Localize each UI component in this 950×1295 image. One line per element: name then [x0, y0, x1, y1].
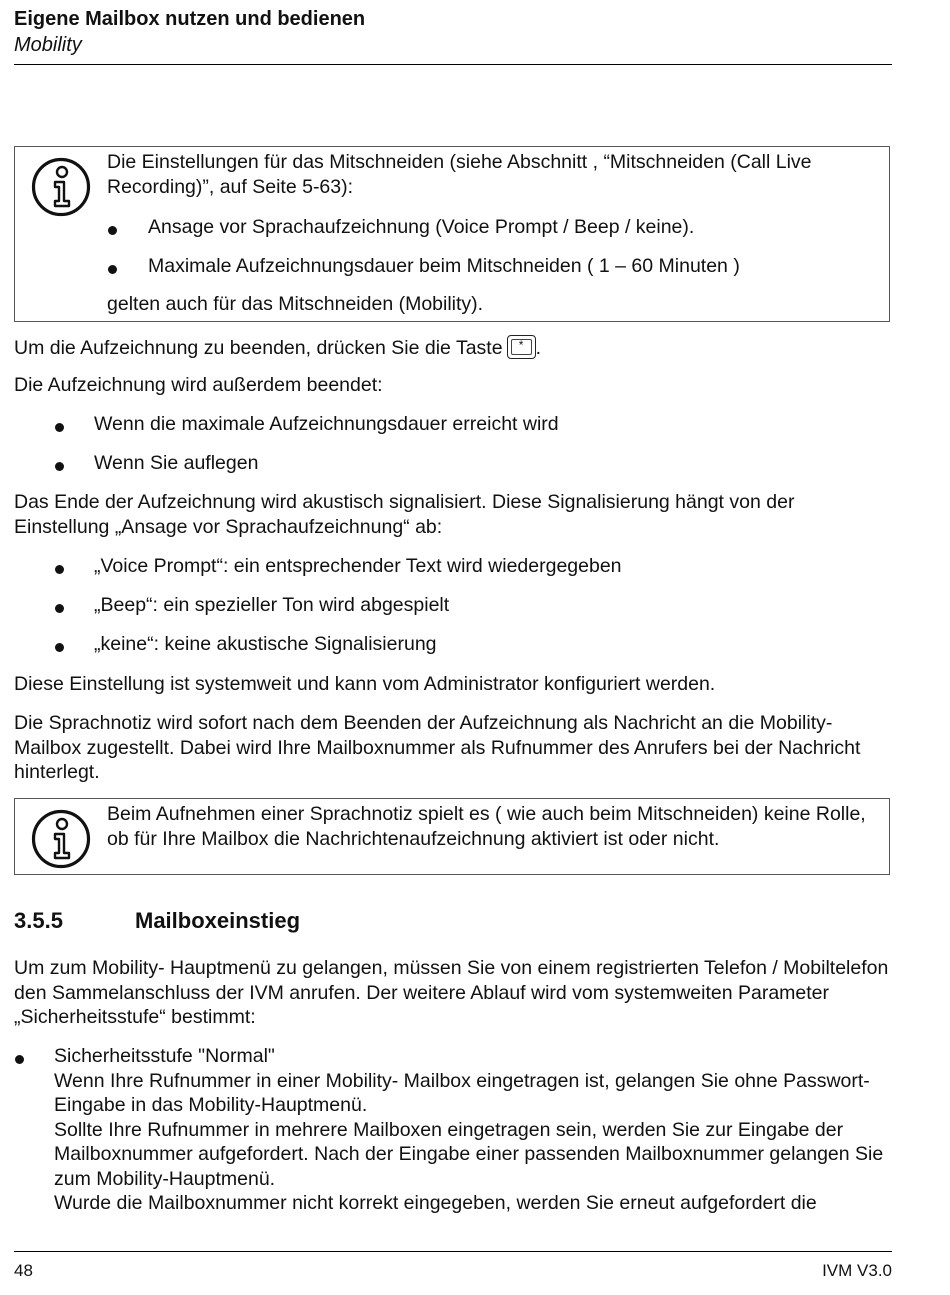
security-line-2: Sollte Ihre Rufnummer in mehrere Mailboxen eingetragen sein, werden Sie zur Eingabe der Mailboxnummer aufgefordert. Nach der Eingabe einer passenden Mailboxnummer gelangen Sie zum Mobility-Hauptmenü.	[54, 1118, 884, 1190]
para-voice-note-delivery: Die Sprachnotiz wird sofort nach dem Beenden der Aufzeichnung als Nachricht an die Mobility-Mailbox zugestellt. Dabei wird Ihre Mailboxnummer als Rufnummer des Anrufers bei der Nachricht hinterlegt.	[14, 712, 861, 783]
info-note-voice-note	[14, 798, 890, 875]
product-version: IVM V3.0	[822, 1261, 892, 1280]
bullet-dot	[14, 1053, 26, 1065]
bullet-dot	[54, 421, 66, 433]
note-intro-text: Die Einstellungen für das Mitschneiden (siehe Abschnitt , “Mitschneiden (Call Live Recording)”, auf Seite 5-63):	[107, 151, 812, 198]
security-line-1: Wenn Ihre Rufnummer in einer Mobility- Mailbox eingetragen ist, gelangen Sie ohne Passwort- Eingabe in das Mobility-Hauptmenü.	[54, 1069, 870, 1116]
page-number: 48	[14, 1261, 33, 1280]
section-title: Mailboxeinstieg	[135, 908, 301, 933]
bullet-dot	[107, 224, 119, 236]
para-system-setting: Diese Einstellung ist systemweit und kann vom Administrator konfiguriert werden.	[14, 673, 716, 695]
bullet-hang-up: Wenn Sie auflegen	[94, 452, 259, 474]
note-bullet-voice-prompt: Ansage vor Sprachaufzeichnung (Voice Prompt / Beep / keine).	[148, 216, 695, 238]
page-header-title: Eigene Mailbox nutzen und bedienen	[14, 8, 366, 30]
bullet-voice-prompt: „Voice Prompt“: ein entsprechender Text wird wiedergegeben	[94, 555, 622, 577]
para-stop-recording: Um die Aufzeichnung zu beenden, drücken Sie die Taste * .	[14, 337, 541, 359]
bullet-dot	[54, 563, 66, 575]
note-bullet-max-duration: Maximale Aufzeichnungsdauer beim Mitschneiden ( 1 – 60 Minuten )	[148, 255, 740, 277]
bullet-dot	[54, 641, 66, 653]
bullet-dot	[107, 263, 119, 275]
bullet-beep: „Beep“: ein spezieller Ton wird abgespielt	[94, 594, 450, 616]
footer-divider	[14, 1251, 892, 1252]
header-divider	[14, 64, 892, 65]
security-level-heading: Sicherheitsstufe "Normal"	[54, 1045, 275, 1067]
bullet-dot	[54, 460, 66, 472]
para-end-signal: Das Ende der Aufzeichnung wird akustisch signalisiert. Diese Signalisierung hängt von der Einstellung „Ansage vor Sprachaufzeichnung“ ab:	[14, 491, 795, 538]
note2-text: Beim Aufnehmen einer Sprachnotiz spielt es ( wie auch beim Mitschneiden) keine Rolle, ob für Ihre Mailbox die Nachrichtenaufzeichnung aktiviert ist oder nicht.	[107, 803, 866, 850]
info-icon	[31, 809, 91, 869]
security-line-3: Wurde die Mailboxnummer nicht korrekt eingegeben, werden Sie erneut aufgefordert die	[54, 1192, 817, 1214]
note-outro-text: gelten auch für das Mitschneiden (Mobility).	[107, 293, 484, 315]
para-main-menu-access: Um zum Mobility- Hauptmenü zu gelangen, müssen Sie von einem registrierten Telefon / Mobiltelefon den Sammelanschluss der IVM anrufen. Der weitere Ablauf wird vom systemweiten Parameter „Sicherheitsstufe“ bestimmt:	[14, 957, 889, 1028]
page-header-subtitle: Mobility	[14, 34, 82, 56]
section-number: 3.5.5	[14, 908, 63, 933]
info-icon	[31, 157, 91, 217]
bullet-max-duration-reached: Wenn die maximale Aufzeichnungsdauer erreicht wird	[94, 413, 559, 435]
bullet-none: „keine“: keine akustische Signalisierung	[94, 633, 437, 655]
star-key-icon: *	[507, 335, 536, 359]
bullet-dot	[54, 602, 66, 614]
para-also-ended: Die Aufzeichnung wird außerdem beendet:	[14, 374, 383, 396]
info-note-recording-settings	[14, 146, 890, 322]
